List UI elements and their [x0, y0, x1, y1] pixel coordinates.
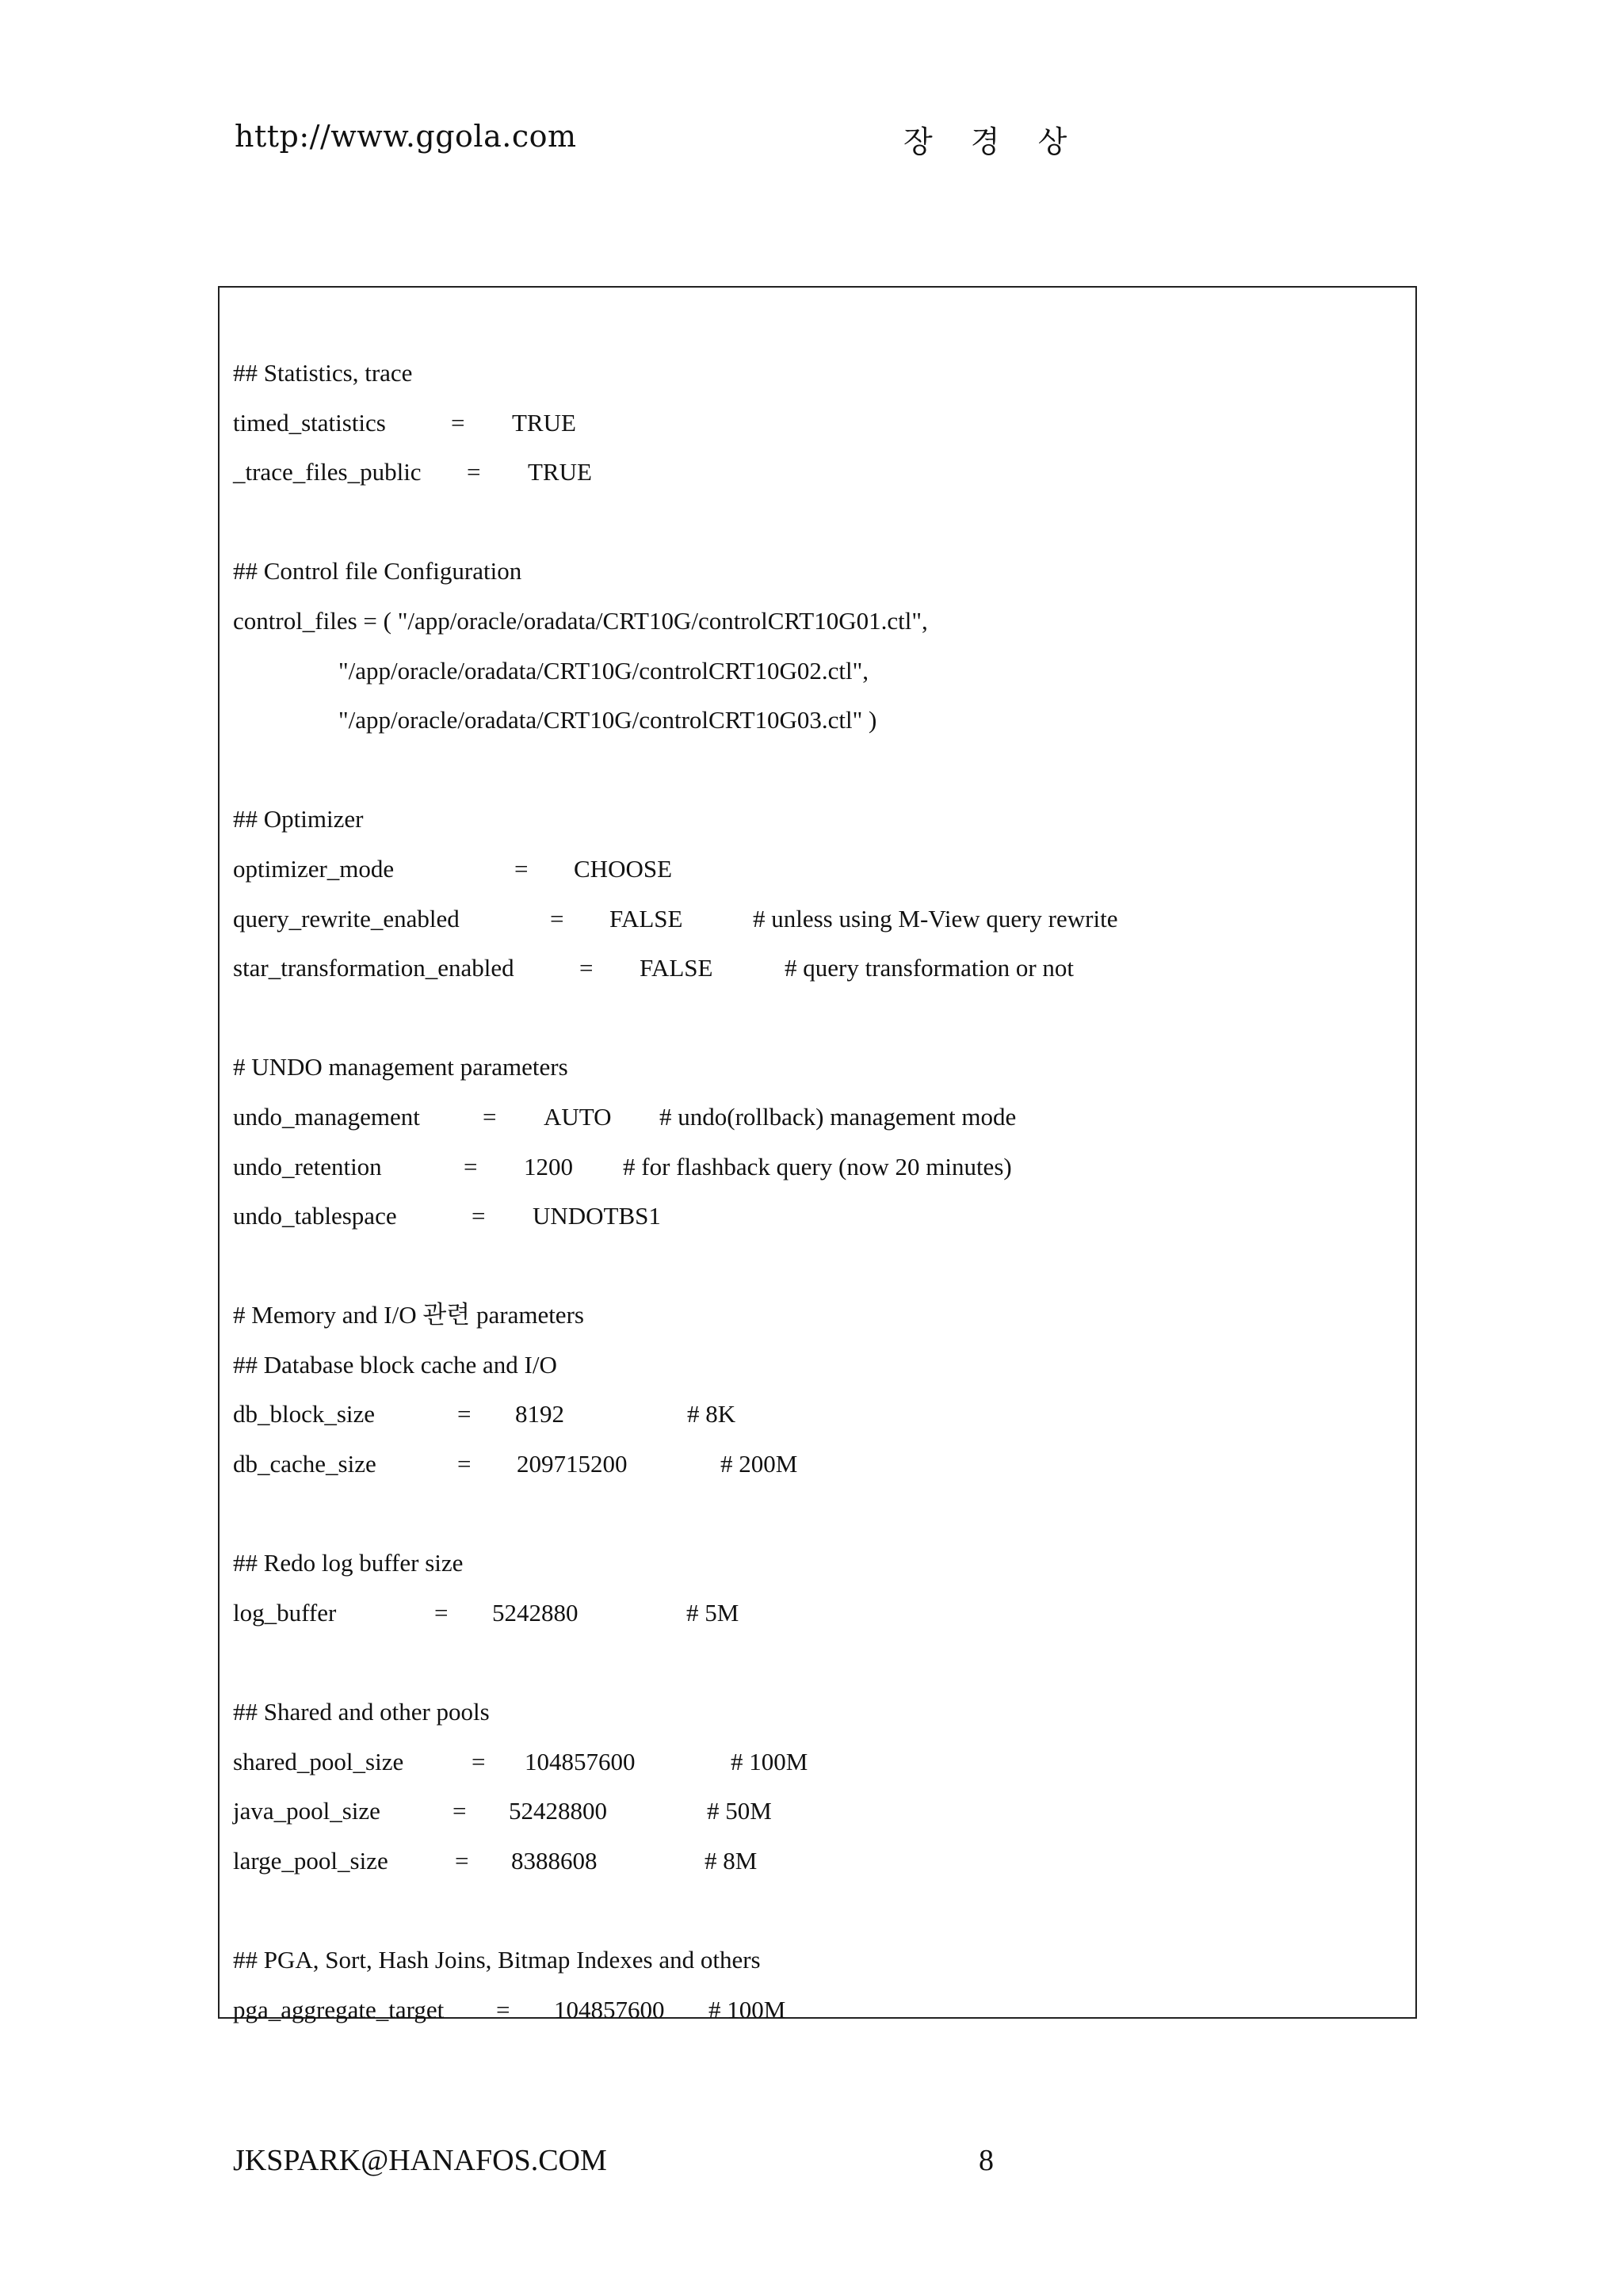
code-line-text: db_cache_size	[233, 1450, 376, 1478]
code-line	[233, 1688, 1406, 1737]
code-line-column: # 100M	[708, 1995, 786, 2023]
code-line-text: ## Database block cache and I/O	[233, 1350, 557, 1379]
code-line	[233, 1638, 1406, 1688]
code-line	[233, 1192, 1406, 1241]
code-line-column: =	[457, 1400, 472, 1428]
code-line-text: log_buffer	[233, 1598, 337, 1627]
code-line-column: FALSE	[609, 904, 683, 933]
code-line	[233, 1241, 1406, 1291]
code-line-column: # 50M	[707, 1797, 772, 1825]
code-line	[233, 1390, 1406, 1440]
code-line	[233, 1291, 1406, 1341]
code-line-text: large_pool_size	[233, 1846, 388, 1875]
code-line-column: =	[472, 1202, 486, 1230]
code-line-column: =	[550, 904, 564, 933]
code-line	[233, 1539, 1406, 1589]
code-line-column: # 5M	[686, 1598, 739, 1627]
code-line-column: # 8K	[687, 1400, 736, 1428]
code-line	[233, 547, 1406, 597]
code-line-text: undo_tablespace	[233, 1202, 397, 1230]
code-line-text: java_pool_size	[233, 1797, 380, 1825]
code-line-column: =	[483, 1102, 497, 1131]
page-number: 8	[979, 2144, 994, 2177]
code-line-column: 104857600	[525, 1747, 636, 1775]
code-line	[233, 944, 1406, 994]
code-line-text: "/app/oracle/oradata/CRT10G/controlCRT10G03.ctl" )	[338, 706, 877, 734]
code-line-column: # 100M	[731, 1747, 808, 1775]
code-line-text: # Memory and I/O 관련 parameters	[233, 1301, 584, 1329]
code-line-column: TRUE	[512, 408, 576, 437]
code-line	[233, 1589, 1406, 1638]
code-line	[233, 845, 1406, 894]
code-line-column: =	[464, 1152, 478, 1180]
code-line	[233, 399, 1406, 448]
code-line-text: pga_aggregate_target	[233, 1995, 445, 2023]
code-line-text: query_rewrite_enabled	[233, 904, 460, 933]
code-line	[233, 646, 1406, 696]
code-line	[233, 1440, 1406, 1489]
code-line-text: star_transformation_enabled	[233, 954, 514, 982]
code-line	[233, 1043, 1406, 1093]
code-line-column: # 200M	[720, 1450, 798, 1478]
code-line-text: shared_pool_size	[233, 1747, 404, 1775]
code-line	[233, 1489, 1406, 1539]
footer-email: JKSPARK@HANAFOS.COM	[233, 2144, 607, 2177]
code-line-column: =	[451, 408, 465, 437]
header-url: http://www.ggola.com	[235, 119, 577, 154]
code-line	[233, 1142, 1406, 1192]
code-line	[233, 349, 1406, 399]
code-line-column: =	[453, 1797, 467, 1825]
code-line	[233, 1836, 1406, 1886]
code-line	[233, 795, 1406, 845]
code-line-text: ## Shared and other pools	[233, 1698, 490, 1726]
code-line	[233, 1985, 1406, 2035]
header-author: 장 경 상	[903, 124, 1082, 159]
code-line-column: # for flashback query (now 20 minutes)	[623, 1152, 1012, 1180]
code-line-column: =	[434, 1598, 449, 1627]
code-line	[233, 597, 1406, 646]
code-line-text: ## PGA, Sort, Hash Joins, Bitmap Indexes and others	[233, 1946, 761, 1974]
code-line	[233, 746, 1406, 795]
code-line-text: ## Control file Configuration	[233, 557, 522, 585]
code-line-column: =	[496, 1995, 510, 2023]
code-line	[233, 498, 1406, 547]
code-line	[233, 448, 1406, 498]
code-line-column: 5242880	[492, 1598, 579, 1627]
code-line	[233, 1093, 1406, 1142]
code-line-column: =	[467, 458, 481, 486]
code-line-text: timed_statistics	[233, 408, 386, 437]
code-line-column: =	[579, 954, 594, 982]
code-line-column: 209715200	[517, 1450, 628, 1478]
code-line-column: # undo(rollback) management mode	[659, 1102, 1017, 1131]
code-line-text: ## Optimizer	[233, 805, 364, 833]
code-line-column: =	[472, 1747, 486, 1775]
code-line-text: db_block_size	[233, 1400, 376, 1428]
code-line-text: control_files = ( "/app/oracle/oradata/CRT10G/controlCRT10G01.ctl",	[233, 606, 928, 635]
code-line-text: "/app/oracle/oradata/CRT10G/controlCRT10G02.ctl",	[338, 656, 869, 685]
code-line-text: undo_management	[233, 1102, 420, 1131]
code-line-column: FALSE	[640, 954, 713, 982]
code-line-text: ## Statistics, trace	[233, 359, 413, 387]
code-line	[233, 696, 1406, 746]
code-line-column: CHOOSE	[574, 854, 673, 883]
code-line	[233, 994, 1406, 1043]
code-line-column: 8388608	[511, 1846, 598, 1875]
code-line	[233, 894, 1406, 944]
code-line-column: =	[457, 1450, 472, 1478]
code-line-text: undo_retention	[233, 1152, 382, 1180]
code-line-column: UNDOTBS1	[533, 1202, 661, 1230]
code-line-column: AUTO	[544, 1102, 612, 1131]
code-line-column: # 8M	[705, 1846, 758, 1875]
code-line	[233, 1936, 1406, 1985]
code-line-column: 52428800	[509, 1797, 607, 1825]
code-line-column: 8192	[515, 1400, 564, 1428]
code-line-column: =	[514, 854, 529, 883]
code-line-column: # query transformation or not	[785, 954, 1075, 982]
code-line-text: ## Redo log buffer size	[233, 1549, 464, 1577]
parameter-listing	[233, 349, 1406, 2035]
code-line-column: # unless using M-View query rewrite	[753, 904, 1118, 933]
code-line-column: =	[455, 1846, 469, 1875]
code-line-column: TRUE	[528, 458, 592, 486]
code-line-text: _trace_files_public	[233, 458, 422, 486]
code-line-column: 104857600	[554, 1995, 665, 2023]
code-line	[233, 1787, 1406, 1836]
code-line	[233, 1737, 1406, 1787]
code-line-text: optimizer_mode	[233, 854, 395, 883]
code-line-column: 1200	[524, 1152, 573, 1180]
code-line-text: # UNDO management parameters	[233, 1053, 568, 1081]
code-line	[233, 1341, 1406, 1390]
code-line	[233, 1886, 1406, 1936]
